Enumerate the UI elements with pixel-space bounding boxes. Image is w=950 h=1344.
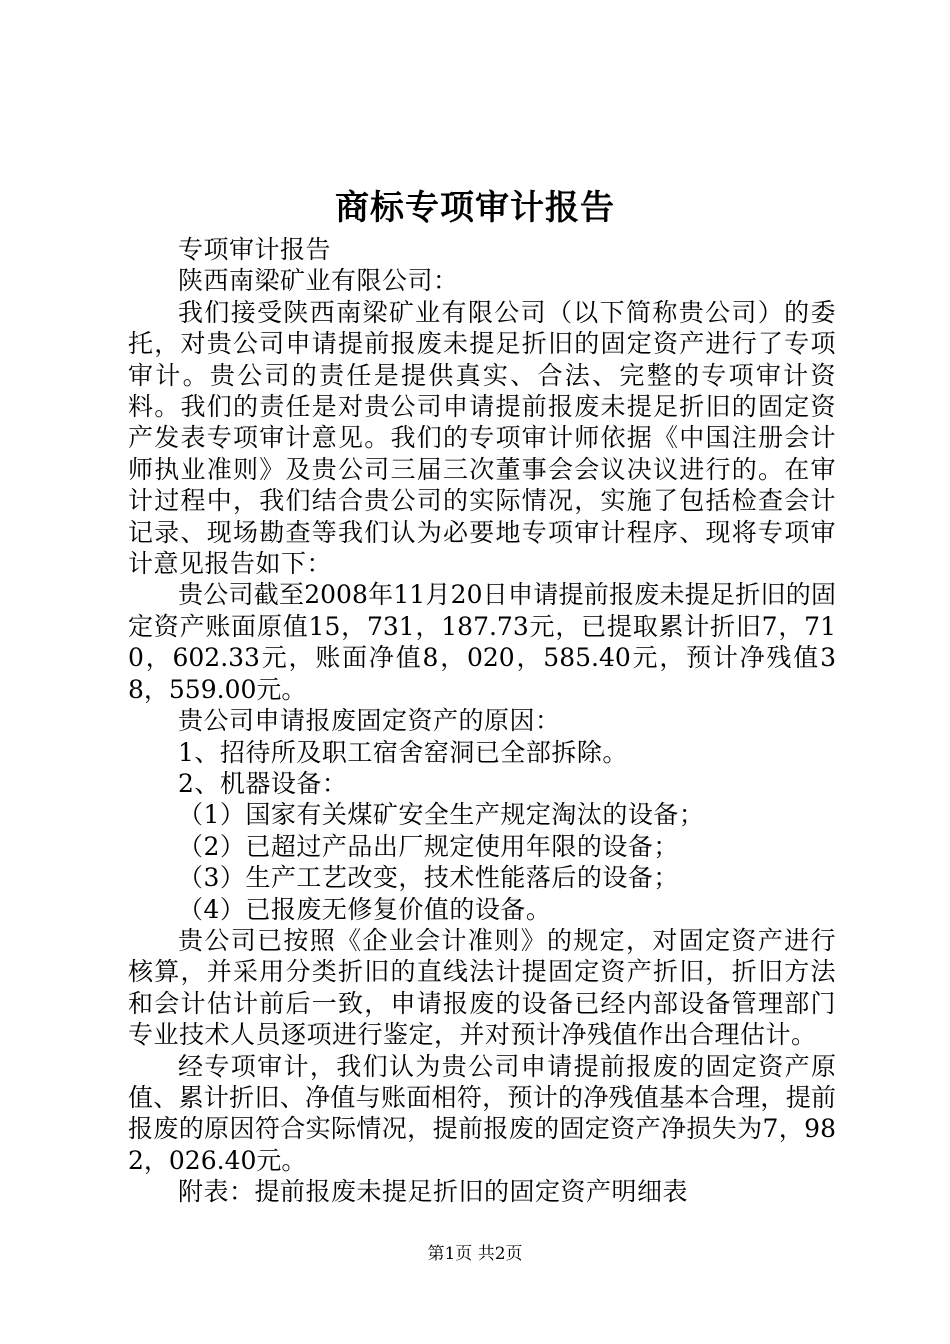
paragraph-attachment: 附表：提前报废未提足折旧的固定资产明细表 <box>178 1177 689 1207</box>
document-title: 商标专项审计报告 <box>335 188 615 228</box>
paragraph-conclusion: 经专项审计，我们认为贵公司申请提前报废的固定资产原值、累计折旧、净值与账面相符，预计的净残值基本合理，提前报废的原因符合实际情况，提前报废的固定资产净损失为7，982，026.40元。 <box>128 1051 836 1175</box>
paragraph-engagement: 我们接受陕西南梁矿业有限公司（以下简称贵公司）的委托，对贵公司申请提前报废未提足折旧的固定资产进行了专项审计。贵公司的责任是提供真实、合法、完整的专项审计资料。我们的责任是对贵公司申请提前报废未提足折旧的固定资产发表专项审计意见。我们的专项审计师依据《中国注册会计师执业准则》及贵公司三届三次董事会会议决议进行的。在审计过程中，我们结合贵公司的实际情况，实施了包括检查会计记录、现场勘查等我们认为必要地专项审计程序、现将专项审计意见报告如下： <box>128 297 836 579</box>
list-item-reason-1: 1、招待所及职工宿舍窑洞已全部拆除。 <box>178 737 628 767</box>
paragraph-reasons-heading: 贵公司申请报废固定资产的原因： <box>178 706 561 736</box>
list-subitem-4: （4）已报废无修复价值的设备。 <box>178 894 552 924</box>
addressee: 陕西南梁矿业有限公司： <box>178 266 459 296</box>
list-item-reason-2: 2、机器设备： <box>178 768 348 798</box>
paragraph-accounting: 贵公司已按照《企业会计准则》的规定，对固定资产进行核算，并采用分类折旧的直线法计提固定资产折旧，折旧方法和会计估计前后一致，申请报废的设备已经内部设备管理部门专业技术人员逐项进行鉴定，并对预计净残值作出合理估计。 <box>128 925 836 1050</box>
page-footer: 第1页 共2页 <box>427 1244 523 1264</box>
list-subitem-1: （1）国家有关煤矿安全生产规定淘汰的设备； <box>178 800 705 830</box>
document-body <box>128 234 836 1208</box>
paragraph-asset-values: 贵公司截至2008年11月20日申请提前报废未提足折旧的固定资产账面原值15，731，187.73元，已提取累计折旧7，710，602.33元，账面净值8，020，585.40元，预计净残值38，559.00元。 <box>128 580 836 704</box>
list-subitem-2: （2）已超过产品出厂规定使用年限的设备； <box>178 831 679 861</box>
list-subitem-3: （3）生产工艺改变，技术性能落后的设备； <box>178 863 679 893</box>
report-heading: 专项审计报告 <box>178 235 332 264</box>
